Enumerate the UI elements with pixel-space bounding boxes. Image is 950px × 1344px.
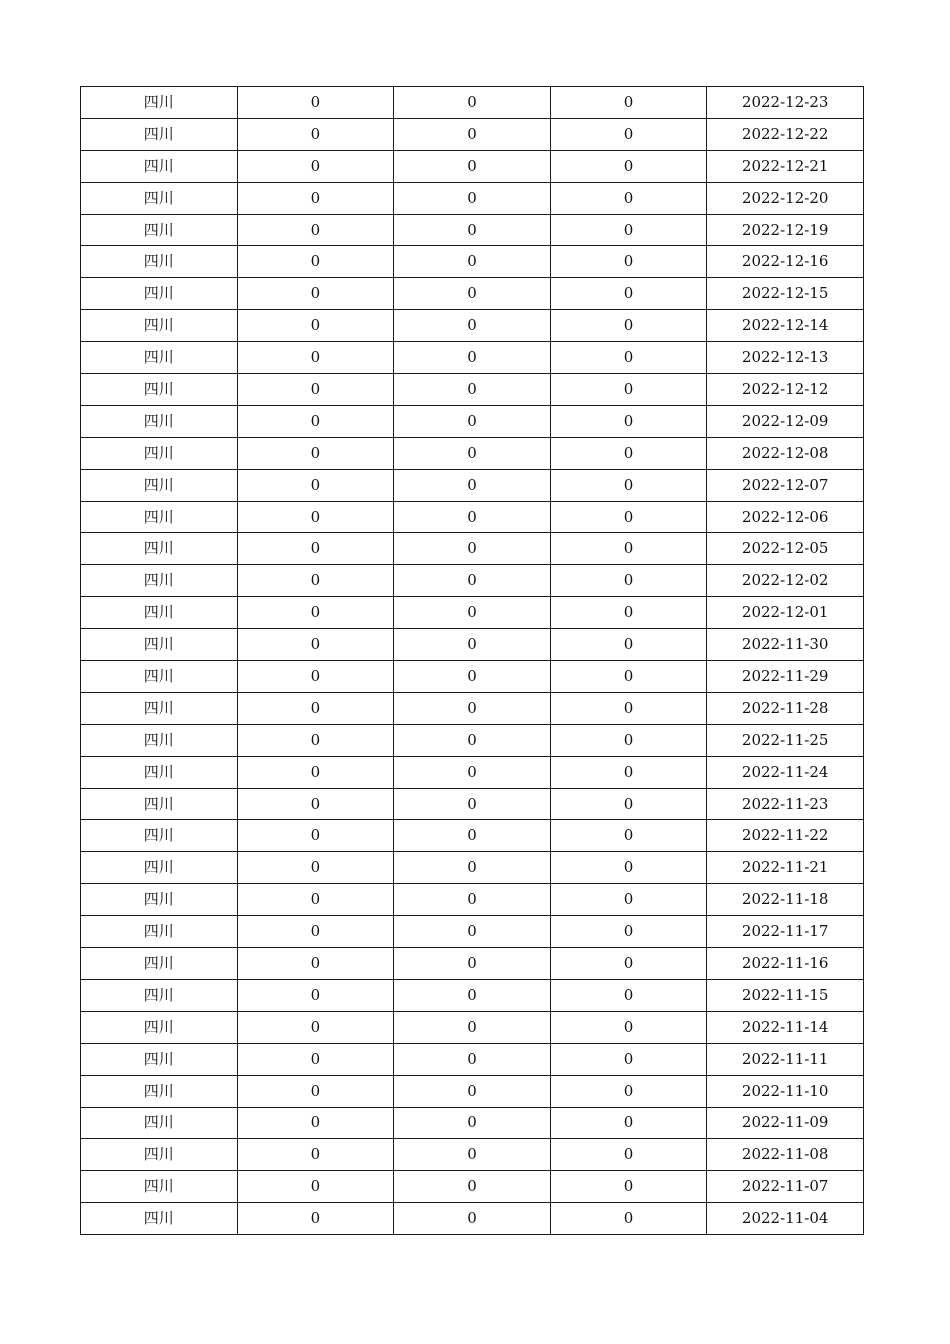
table-row [81,1171,864,1203]
table-row [81,501,864,533]
date-cell: 2022-11-18 [707,884,864,916]
region-cell: 四川 [81,533,238,565]
value-c-cell: 0 [550,948,707,980]
region-cell: 四川 [81,1139,238,1171]
value-c-cell: 0 [550,214,707,246]
value-b-cell: 0 [394,278,551,310]
region-cell: 四川 [81,565,238,597]
region-cell: 四川 [81,1043,238,1075]
value-b-cell: 0 [394,788,551,820]
region-cell: 四川 [81,724,238,756]
region-cell: 四川 [81,118,238,150]
region-cell: 四川 [81,629,238,661]
region-cell: 四川 [81,948,238,980]
date-cell: 2022-11-08 [707,1139,864,1171]
table-row [81,469,864,501]
value-b-cell: 0 [394,852,551,884]
region-cell: 四川 [81,1203,238,1235]
value-b-cell: 0 [394,87,551,119]
table-row [81,788,864,820]
date-cell: 2022-12-09 [707,405,864,437]
region-cell: 四川 [81,87,238,119]
data-table [80,86,864,1235]
table-row [81,1107,864,1139]
value-b-cell: 0 [394,118,551,150]
date-cell: 2022-12-21 [707,150,864,182]
value-a-cell: 0 [237,597,394,629]
value-b-cell: 0 [394,1203,551,1235]
table-row [81,278,864,310]
value-c-cell: 0 [550,246,707,278]
region-cell: 四川 [81,1011,238,1043]
value-c-cell: 0 [550,118,707,150]
region-cell: 四川 [81,597,238,629]
table-row [81,150,864,182]
date-cell: 2022-11-04 [707,1203,864,1235]
table-row [81,342,864,374]
region-cell: 四川 [81,469,238,501]
table-row [81,692,864,724]
value-c-cell: 0 [550,310,707,342]
table-row [81,87,864,119]
value-c-cell: 0 [550,1075,707,1107]
table-row [81,820,864,852]
value-c-cell: 0 [550,1171,707,1203]
date-cell: 2022-11-10 [707,1075,864,1107]
region-cell: 四川 [81,278,238,310]
value-c-cell: 0 [550,788,707,820]
region-cell: 四川 [81,182,238,214]
region-cell: 四川 [81,1171,238,1203]
value-c-cell: 0 [550,501,707,533]
value-a-cell: 0 [237,118,394,150]
value-b-cell: 0 [394,884,551,916]
date-cell: 2022-12-23 [707,87,864,119]
value-b-cell: 0 [394,182,551,214]
value-a-cell: 0 [237,1139,394,1171]
value-b-cell: 0 [394,724,551,756]
value-c-cell: 0 [550,1203,707,1235]
region-cell: 四川 [81,756,238,788]
table-row [81,1075,864,1107]
value-b-cell: 0 [394,916,551,948]
value-a-cell: 0 [237,724,394,756]
value-b-cell: 0 [394,214,551,246]
date-cell: 2022-11-28 [707,692,864,724]
date-cell: 2022-12-22 [707,118,864,150]
value-a-cell: 0 [237,150,394,182]
table-row [81,310,864,342]
value-c-cell: 0 [550,916,707,948]
value-c-cell: 0 [550,979,707,1011]
table-row [81,118,864,150]
value-a-cell: 0 [237,246,394,278]
date-cell: 2022-12-20 [707,182,864,214]
table-row [81,629,864,661]
value-c-cell: 0 [550,150,707,182]
table-row [81,756,864,788]
date-cell: 2022-11-15 [707,979,864,1011]
value-b-cell: 0 [394,756,551,788]
region-cell: 四川 [81,374,238,406]
value-b-cell: 0 [394,342,551,374]
value-a-cell: 0 [237,342,394,374]
value-a-cell: 0 [237,1107,394,1139]
value-a-cell: 0 [237,629,394,661]
table-row [81,597,864,629]
date-cell: 2022-12-14 [707,310,864,342]
value-a-cell: 0 [237,756,394,788]
value-a-cell: 0 [237,374,394,406]
value-a-cell: 0 [237,565,394,597]
table-row [81,405,864,437]
value-a-cell: 0 [237,501,394,533]
region-cell: 四川 [81,852,238,884]
value-c-cell: 0 [550,1043,707,1075]
value-a-cell: 0 [237,979,394,1011]
region-cell: 四川 [81,246,238,278]
value-b-cell: 0 [394,1107,551,1139]
value-a-cell: 0 [237,884,394,916]
value-a-cell: 0 [237,469,394,501]
value-c-cell: 0 [550,692,707,724]
table-row [81,884,864,916]
value-c-cell: 0 [550,182,707,214]
value-c-cell: 0 [550,469,707,501]
table-row [81,533,864,565]
value-b-cell: 0 [394,469,551,501]
value-c-cell: 0 [550,1011,707,1043]
date-cell: 2022-11-11 [707,1043,864,1075]
value-a-cell: 0 [237,820,394,852]
region-cell: 四川 [81,788,238,820]
value-b-cell: 0 [394,1043,551,1075]
region-cell: 四川 [81,820,238,852]
date-cell: 2022-12-07 [707,469,864,501]
value-b-cell: 0 [394,629,551,661]
table-body [81,87,864,1235]
value-c-cell: 0 [550,278,707,310]
date-cell: 2022-11-23 [707,788,864,820]
value-c-cell: 0 [550,1107,707,1139]
table-row [81,852,864,884]
value-b-cell: 0 [394,1011,551,1043]
region-cell: 四川 [81,437,238,469]
region-cell: 四川 [81,342,238,374]
value-b-cell: 0 [394,661,551,693]
region-cell: 四川 [81,661,238,693]
date-cell: 2022-11-25 [707,724,864,756]
region-cell: 四川 [81,979,238,1011]
table-row [81,1011,864,1043]
region-cell: 四川 [81,1075,238,1107]
date-cell: 2022-12-06 [707,501,864,533]
value-a-cell: 0 [237,87,394,119]
value-b-cell: 0 [394,820,551,852]
value-b-cell: 0 [394,246,551,278]
value-a-cell: 0 [237,1011,394,1043]
value-a-cell: 0 [237,214,394,246]
region-cell: 四川 [81,405,238,437]
value-b-cell: 0 [394,979,551,1011]
date-cell: 2022-12-15 [707,278,864,310]
value-b-cell: 0 [394,150,551,182]
date-cell: 2022-12-01 [707,597,864,629]
value-a-cell: 0 [237,182,394,214]
value-b-cell: 0 [394,948,551,980]
value-b-cell: 0 [394,1139,551,1171]
value-a-cell: 0 [237,533,394,565]
value-c-cell: 0 [550,405,707,437]
table-row [81,1043,864,1075]
region-cell: 四川 [81,310,238,342]
region-cell: 四川 [81,214,238,246]
value-a-cell: 0 [237,1075,394,1107]
value-c-cell: 0 [550,852,707,884]
value-c-cell: 0 [550,437,707,469]
value-b-cell: 0 [394,501,551,533]
date-cell: 2022-11-29 [707,661,864,693]
value-a-cell: 0 [237,661,394,693]
table-row [81,374,864,406]
value-a-cell: 0 [237,1203,394,1235]
value-c-cell: 0 [550,661,707,693]
value-a-cell: 0 [237,948,394,980]
value-b-cell: 0 [394,310,551,342]
table-row [81,565,864,597]
date-cell: 2022-12-16 [707,246,864,278]
date-cell: 2022-12-19 [707,214,864,246]
value-a-cell: 0 [237,1043,394,1075]
table-row [81,979,864,1011]
date-cell: 2022-11-09 [707,1107,864,1139]
table-row [81,246,864,278]
value-c-cell: 0 [550,565,707,597]
value-a-cell: 0 [237,310,394,342]
date-cell: 2022-11-22 [707,820,864,852]
value-c-cell: 0 [550,1139,707,1171]
value-c-cell: 0 [550,533,707,565]
region-cell: 四川 [81,150,238,182]
value-a-cell: 0 [237,405,394,437]
value-b-cell: 0 [394,437,551,469]
value-c-cell: 0 [550,756,707,788]
value-c-cell: 0 [550,884,707,916]
date-cell: 2022-11-14 [707,1011,864,1043]
date-cell: 2022-12-05 [707,533,864,565]
date-cell: 2022-11-17 [707,916,864,948]
value-b-cell: 0 [394,1075,551,1107]
value-a-cell: 0 [237,1171,394,1203]
value-c-cell: 0 [550,87,707,119]
table-row [81,1203,864,1235]
table-row [81,1139,864,1171]
date-cell: 2022-11-07 [707,1171,864,1203]
value-c-cell: 0 [550,374,707,406]
region-cell: 四川 [81,916,238,948]
value-b-cell: 0 [394,565,551,597]
value-a-cell: 0 [237,788,394,820]
date-cell: 2022-11-16 [707,948,864,980]
value-a-cell: 0 [237,692,394,724]
value-a-cell: 0 [237,852,394,884]
value-c-cell: 0 [550,597,707,629]
value-b-cell: 0 [394,374,551,406]
region-cell: 四川 [81,501,238,533]
date-cell: 2022-12-02 [707,565,864,597]
table-row [81,661,864,693]
value-b-cell: 0 [394,1171,551,1203]
table-row [81,437,864,469]
date-cell: 2022-12-08 [707,437,864,469]
value-b-cell: 0 [394,405,551,437]
value-a-cell: 0 [237,437,394,469]
date-cell: 2022-11-24 [707,756,864,788]
date-cell: 2022-12-13 [707,342,864,374]
table-row [81,916,864,948]
value-b-cell: 0 [394,533,551,565]
value-b-cell: 0 [394,597,551,629]
table-row [81,182,864,214]
value-c-cell: 0 [550,724,707,756]
region-cell: 四川 [81,1107,238,1139]
table-row [81,724,864,756]
value-b-cell: 0 [394,692,551,724]
date-cell: 2022-11-30 [707,629,864,661]
region-cell: 四川 [81,884,238,916]
date-cell: 2022-11-21 [707,852,864,884]
value-a-cell: 0 [237,916,394,948]
value-c-cell: 0 [550,629,707,661]
region-cell: 四川 [81,692,238,724]
value-c-cell: 0 [550,342,707,374]
table-row [81,214,864,246]
table-row [81,948,864,980]
value-c-cell: 0 [550,820,707,852]
value-a-cell: 0 [237,278,394,310]
date-cell: 2022-12-12 [707,374,864,406]
